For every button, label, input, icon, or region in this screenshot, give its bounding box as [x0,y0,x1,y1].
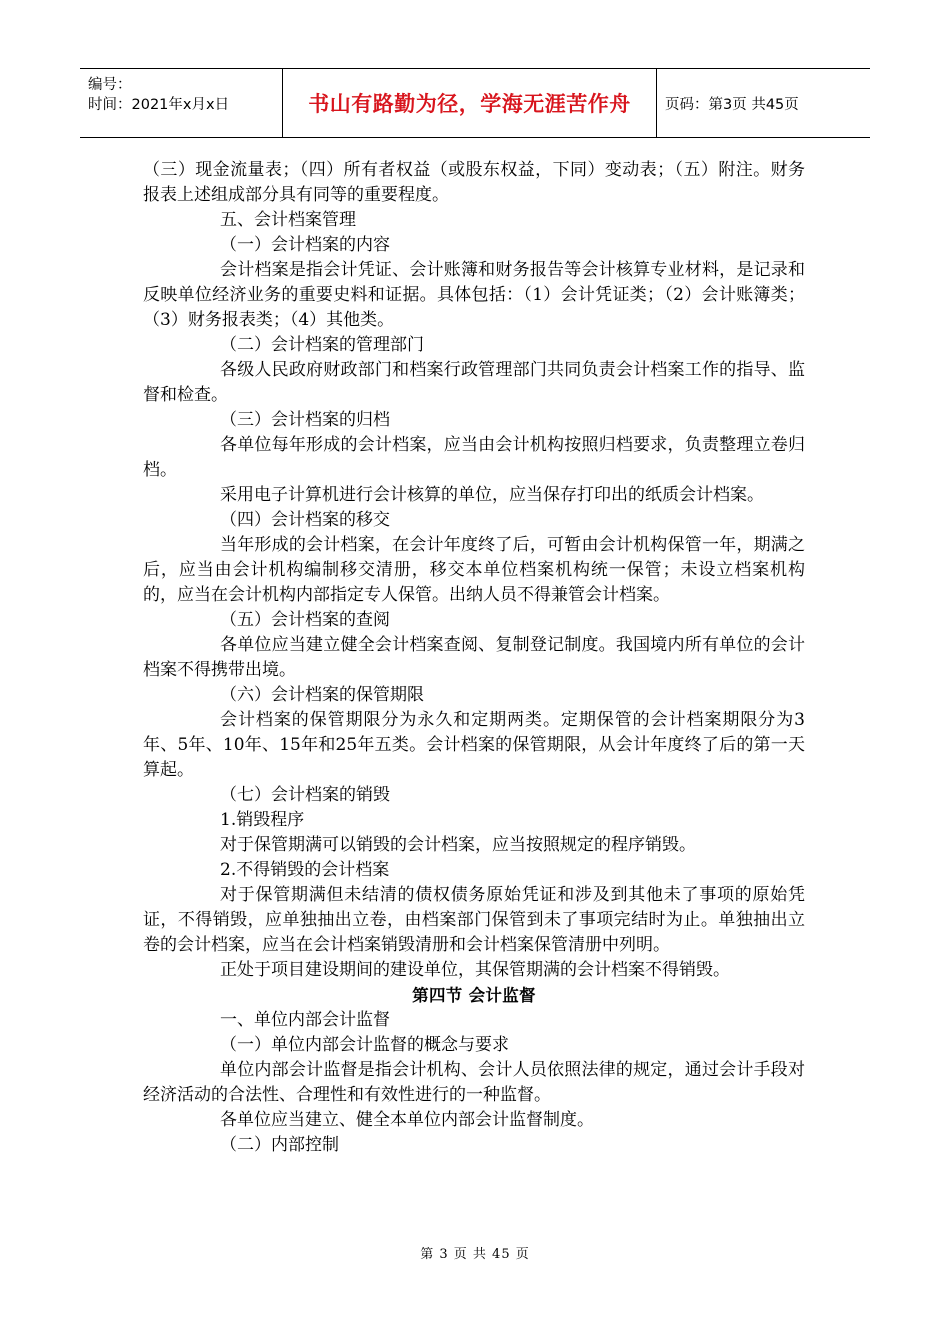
paragraph: 会计档案的保管期限分为永久和定期两类。定期保管的会计档案期限分为3年、5年、10年、15年和25年五类。会计档案的保管期限，从会计年度终了后的第一天算起。 [143,710,805,780]
document-body [143,158,805,1158]
paragraph: 1.销毁程序 [220,810,305,830]
paragraph: 正处于项目建设期间的建设单位，其保管期满的会计档案不得销毁。 [220,960,730,980]
paragraph: （二）会计档案的管理部门 [220,335,424,355]
paragraph: 各单位每年形成的会计档案，应当由会计机构按照归档要求，负责整理立卷归档。 [143,435,805,480]
header-page-info: 页码：第3页 共45页 [665,96,799,113]
paragraph: 对于保管期满但未结清的债权债务原始凭证和涉及到其他未了事项的原始凭证，不得销毁，应单独抽出立卷，由档案部门保管到未了事项完结时为止。单独抽出立卷的会计档案，应当在会计档案销毁清册和会计档案保管清册中列明。 [143,885,805,955]
paragraph: 各单位应当建立、健全本单位内部会计监督制度。 [220,1110,594,1130]
document-date: 时间：2021年x月x日 [88,97,230,113]
paragraph: （四）会计档案的移交 [220,510,390,530]
paragraph: （五）会计档案的查阅 [220,610,390,630]
paragraph: 五、会计档案管理 [220,210,356,230]
paragraph: 一、单位内部会计监督 [220,1010,390,1030]
page-header [80,68,870,138]
paragraph: 单位内部会计监督是指会计机构、会计人员依照法律的规定，通过会计手段对经济活动的合法性、合理性和有效性进行的一种监督。 [143,1060,805,1105]
paragraph: 采用电子计算机进行会计核算的单位，应当保存打印出的纸质会计档案。 [220,485,764,505]
header-meta [80,69,283,137]
paragraph-continuation: （三）现金流量表；（四）所有者权益（或股东权益，下同）变动表；（五）附注。财务报表上述组成部分具有同等的重要程度。 [143,160,805,205]
document-number-label: 编号： [88,77,132,93]
paragraph: （三）会计档案的归档 [220,410,390,430]
paragraph: 各级人民政府财政部门和档案行政管理部门共同负责会计档案工作的指导、监督和检查。 [143,360,805,405]
paragraph: 各单位应当建立健全会计档案查阅、复制登记制度。我国境内所有单位的会计档案不得携带出境。 [143,635,805,680]
paragraph: 会计档案是指会计凭证、会计账簿和财务报告等会计核算专业材料，是记录和反映单位经济业务的重要史料和证据。具体包括：（1）会计凭证类；（2）会计账簿类；（3）财务报表类；（4）其他类。 [143,260,805,330]
header-motto: 书山有路勤为径，学海无涯苦作舟 [283,69,657,137]
paragraph: 对于保管期满可以销毁的会计档案，应当按照规定的程序销毁。 [220,835,696,855]
paragraph: （一）单位内部会计监督的概念与要求 [220,1035,509,1055]
section-heading: 第四节 会计监督 [412,986,536,1005]
page-footer: 第 3 页 共 45 页 [420,1247,530,1262]
paragraph: 2.不得销毁的会计档案 [220,860,390,880]
paragraph: （六）会计档案的保管期限 [220,685,424,705]
paragraph: （二）内部控制 [220,1135,339,1155]
paragraph: （一）会计档案的内容 [220,235,390,255]
paragraph: 当年形成的会计档案，在会计年度终了后，可暂由会计机构保管一年，期满之后，应当由会计机构编制移交清册，移交本单位档案机构统一保管；未设立档案机构的，应当在会计机构内部指定专人保管。出纳人员不得兼管会计档案。 [143,535,805,605]
paragraph: （七）会计档案的销毁 [220,785,390,805]
